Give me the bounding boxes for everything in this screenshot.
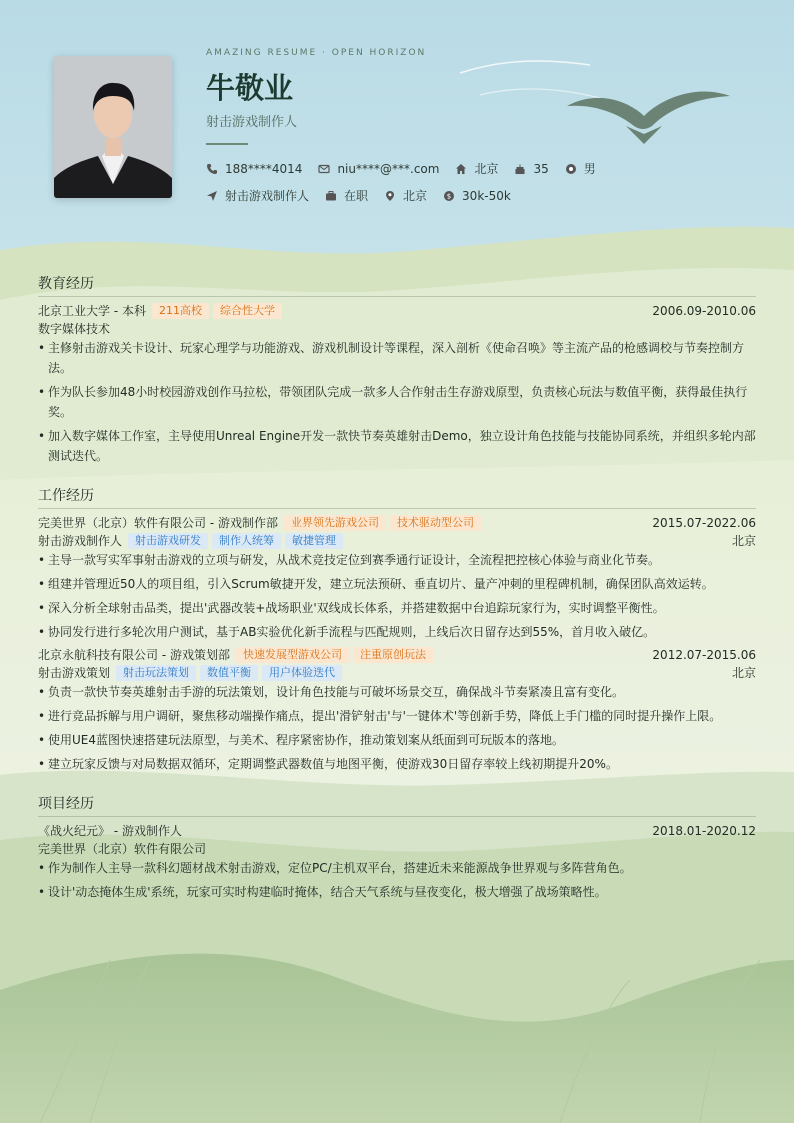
candidate-name: 牛敬业 (206, 71, 294, 105)
role-tag: 数值平衡 (200, 665, 258, 681)
bird-logo-icon (562, 84, 732, 146)
project-header (38, 822, 756, 840)
email-icon (318, 163, 330, 175)
contact-gender (565, 160, 596, 177)
job-bullet: • 使用UE4蓝图快速搭建玩法原型，与美术、程序紧密协作，推动策划案从纸面到可玩版本的落地。 (38, 730, 756, 750)
home-value: 北京 (474, 162, 499, 176)
job-role-line (38, 532, 756, 550)
cake-icon (514, 163, 526, 175)
job-role-line (38, 664, 756, 682)
role-tag: 射击游戏研发 (128, 533, 208, 549)
education-bullet: • 主修射击游戏关卡设计、玩家心理学与功能游戏、游戏机制设计等课程，深入剖析《使命召唤》等主流产品的枪感调校与节奏控制方法。 (38, 338, 756, 378)
intent-position-value: 射击游戏制作人 (225, 189, 310, 203)
role-tag: 敏捷管理 (285, 533, 343, 549)
company-tag: 技术驱动型公司 (390, 515, 481, 531)
gender-icon (565, 163, 577, 175)
company-name: 北京永航科技有限公司 - 游戏策划部 (38, 648, 230, 662)
email-value: niu****@***.com (337, 161, 440, 176)
intent-salary-value: 30k-50k (462, 188, 511, 203)
education-major-line (38, 320, 756, 338)
project-company: 完美世界（北京）软件有限公司 (38, 842, 207, 856)
age-value: 35 (533, 161, 549, 176)
job-period: 2015.07-2022.06 (652, 516, 756, 530)
person-silhouette-icon (54, 56, 172, 198)
svg-text:$: $ (446, 192, 452, 201)
location-icon (384, 190, 396, 202)
intent-salary (443, 189, 511, 203)
job-role: 射击游戏策划 (38, 666, 111, 680)
job-bullet: • 负责一款快节奏英雄射击手游的玩法策划，设计角色技能与可破坏场景交互，确保战斗节奏紧凑且富有变化。 (38, 682, 756, 702)
intent-position (206, 187, 309, 204)
job-city: 北京 (731, 534, 756, 548)
project-section (38, 793, 756, 817)
role-tag: 制作人统筹 (212, 533, 281, 549)
salary-icon (443, 190, 455, 202)
title-divider (206, 143, 248, 145)
company-name: 完美世界（北京）软件有限公司 - 游戏制作部 (38, 516, 278, 530)
company-tag: 业界领先游戏公司 (284, 515, 386, 531)
avatar-photo (54, 56, 172, 198)
work-title: 工作经历 (38, 485, 756, 509)
job-bullet: • 建立玩家反馈与对局数据双循环，定期调整武器数值与地图平衡，使游戏30日留存率较上线初期提升20%。 (38, 754, 756, 774)
project-bullet: • 设计'动态掩体生成'系统，玩家可实时构建临时掩体，结合天气系统与昼夜变化，极大增强了战场策略性。 (38, 882, 756, 902)
send-icon (206, 190, 218, 202)
briefcase-icon (325, 190, 337, 202)
intent-status (325, 187, 368, 204)
intent-city-value: 北京 (403, 189, 428, 203)
contact-home (455, 160, 498, 177)
education-period: 2006.09-2010.06 (652, 304, 756, 318)
job-intent-row (206, 187, 527, 204)
job-header (38, 514, 756, 532)
job-bullet: • 组建并管理近50人的项目组，引入Scrum敏捷开发，建立玩法预研、垂直切片、量产冲刺的里程碑机制，确保团队高效运转。 (38, 574, 756, 594)
education-major: 数字媒体技术 (38, 322, 111, 336)
job-bullet: • 主导一款写实军事射击游戏的立项与研发，从战术竞技定位到赛季通行证设计，全流程把控核心体验与商业化节奏。 (38, 550, 756, 570)
home-icon (455, 163, 467, 175)
project-bullet: • 作为制作人主导一款科幻题材战术射击游戏，定位PC/主机双平台，搭建近未来能源战争世界观与多阵营角色。 (38, 858, 756, 878)
project-title: 项目经历 (38, 793, 756, 817)
project-period: 2018.01-2020.12 (652, 824, 756, 838)
education-title: 教育经历 (38, 273, 756, 297)
job-header (38, 646, 756, 664)
contact-email (318, 162, 439, 176)
job-role: 射击游戏制作人 (38, 534, 123, 548)
job-bullet: • 协同发行进行多轮次用户测试，基于AB实验优化新手流程与匹配规则，上线后次日留存达到55%，首月收入破亿。 (38, 622, 756, 642)
resume-tagline: AMAZING RESUME · OPEN HORIZON (206, 48, 427, 58)
education-bullet: • 作为队长参加48小时校园游戏创作马拉松，带领团队完成一款多人合作射击生存游戏原型，负责核心玩法与数值平衡，获得最佳执行奖。 (38, 382, 756, 422)
contact-row (206, 160, 612, 177)
school-tag: 综合性大学 (213, 303, 282, 319)
work-section (38, 485, 756, 509)
education-section (38, 273, 756, 297)
school-tag: 211高校 (152, 303, 209, 319)
job-city: 北京 (731, 666, 756, 680)
intent-city (384, 187, 427, 204)
intent-status-value: 在职 (344, 189, 369, 203)
contact-age (514, 162, 548, 176)
project-company-line (38, 840, 756, 858)
role-tag: 射击玩法策划 (116, 665, 196, 681)
role-tag: 用户体验迭代 (262, 665, 342, 681)
company-tag: 快速发展型游戏公司 (236, 647, 349, 663)
education-header (38, 302, 756, 320)
gender-value: 男 (583, 162, 596, 176)
project-name: 《战火纪元》 - 游戏制作人 (38, 824, 182, 838)
job-bullet: • 深入分析全球射击品类，提出'武器改装+战场职业'双线成长体系，并搭建数据中台追踪玩家行为，实时调整平衡性。 (38, 598, 756, 618)
candidate-title: 射击游戏制作人 (206, 115, 298, 130)
job-period: 2012.07-2015.06 (652, 648, 756, 662)
job-bullet: • 进行竞品拆解与用户调研，聚焦移动端操作痛点，提出'滑铲射击'与'一键体术'等创新手势，降低上手门槛的同时提升操作上限。 (38, 706, 756, 726)
company-tag: 注重原创玩法 (353, 647, 433, 663)
education-bullet: • 加入数字媒体工作室，主导使用Unreal Engine开发一款快节奏英雄射击Demo，独立设计角色技能与技能协同系统，并组织多轮内部测试迭代。 (38, 426, 756, 466)
phone-icon (206, 163, 218, 175)
school-name: 北京工业大学 - 本科 (38, 304, 146, 318)
contact-phone (206, 162, 302, 176)
phone-value: 188****4014 (225, 161, 303, 176)
